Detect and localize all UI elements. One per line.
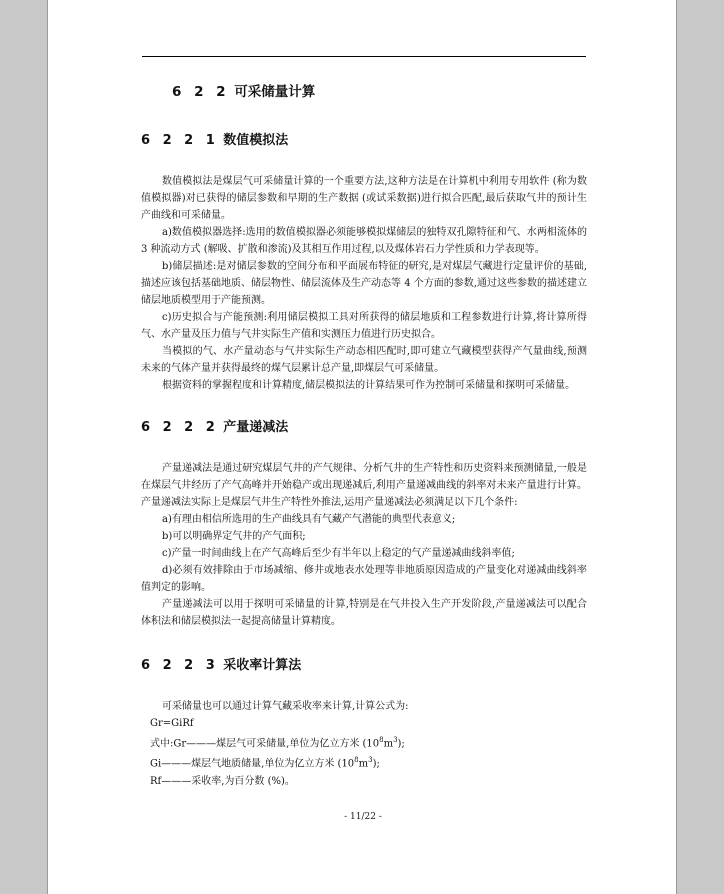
document-page <box>47 0 677 894</box>
subsection-body-1 <box>141 173 587 394</box>
paragraph: 产量递减法是通过研究煤层气井的产气规律、分析气井的生产特性和历史资料来预测储量,一般是在煤层气井经历了产气高峰并开始稳产或出现递减后,利用产量递减曲线的斜率对未来产量进行计算。产量递减法实际上是煤层气井生产特性外推法,运用产量递减法必须满足以下几个条件: <box>141 463 587 508</box>
list-item: d)必须有效排除由于市场减缩、修井或地表水处理等非地质原因造成的产量变化对递减曲线斜率值判定的影响。 <box>141 565 587 593</box>
paragraph: 可采储量也可以通过计算气藏采收率来计算,计算公式为: <box>162 701 409 712</box>
list-item: c)产量一时间曲线上在产气高峰后至少有半年以上稳定的气产量递减曲线斜率值; <box>162 548 515 559</box>
paragraph: 根据资料的掌握程度和计算精度,储层模拟法的计算结果可作为控制可采储量和探明可采储量。 <box>162 380 576 391</box>
page-number: - 11/22 - <box>344 812 382 822</box>
subsection-body-3 <box>141 698 587 790</box>
list-item: a)有理由相信所选用的生产曲线具有气藏产气潜能的典型代表意义; <box>162 514 456 525</box>
document-body <box>141 80 587 790</box>
paragraph: 产量递减法可以用于探明可采储量的计算,特别是在气井投入生产开发阶段,产量递减法可以配合体积法和储层模拟法一起提高储量计算精度。 <box>141 599 587 627</box>
section-heading: 6 2 2 可采储量计算 <box>172 84 316 100</box>
paragraph: a)数值模拟器选择:选用的数值模拟器必须能够模拟煤储层的独特双孔隙特征和气、水两相流体的 3 种流动方式 (解吸、扩散和渗流)及其相互作用过程,以及煤体岩石力学性质和力学表现等。 <box>141 227 587 255</box>
subsection-heading-numerical-simulation: 6 2 2 1 数值模拟法 <box>141 133 289 148</box>
subsection-heading-recovery-rate: 6 2 2 3 采收率计算法 <box>141 658 302 673</box>
formula: Gr=GiRf <box>150 718 194 729</box>
paragraph: c)历史拟合与产能预测:利用储层模拟工具对所获得的储层地质和工程参数进行计算,将计算所得气、水产量及压力值与气井实际生产值和实测压力值进行历史拟合。 <box>141 312 587 340</box>
subsection-body-2 <box>141 460 587 630</box>
header-rule <box>142 56 586 57</box>
list-item: b)可以明确界定气井的产气面积; <box>162 531 306 542</box>
formula-definition: Rf———采收率,为百分数 (%)。 <box>150 775 295 787</box>
paragraph: 当模拟的气、水产量动态与气井实际生产动态相匹配时,即可建立气藏模型获得产气量曲线,预测未来的气体产量并获得最终的煤气层累计总产量,即煤层气可采储量。 <box>141 346 587 374</box>
formula-definition: Gi———煤层气地质储量,单位为亿立方米 $(10^8m^3)$; <box>150 756 380 770</box>
formula-definition: 式中:Gr———煤层气可采储量,单位为亿立方米 $(10^8m^3)$; <box>150 736 405 750</box>
subsection-heading-production-decline: 6 2 2 2 产量递减法 <box>141 420 289 435</box>
paragraph: b)储层描述:是对储层参数的空间分布和平面展布特征的研究,是对煤层气藏进行定量评价的基础,描述应该包括基础地质、储层物性、储层流体及生产动态等 4 个方面的参数,通过这些参数的描述建立储层地质模型用于产能预测。 <box>141 261 587 306</box>
paragraph: 数值模拟法是煤层气可采储量计算的一个重要方法,这种方法是在计算机中利用专用软件 (称为数值模拟器)对已获得的储层参数和早期的生产数据 (或试采数据)进行拟合匹配,最后获取气井的预计生产曲线和可采储量。 <box>141 176 587 221</box>
